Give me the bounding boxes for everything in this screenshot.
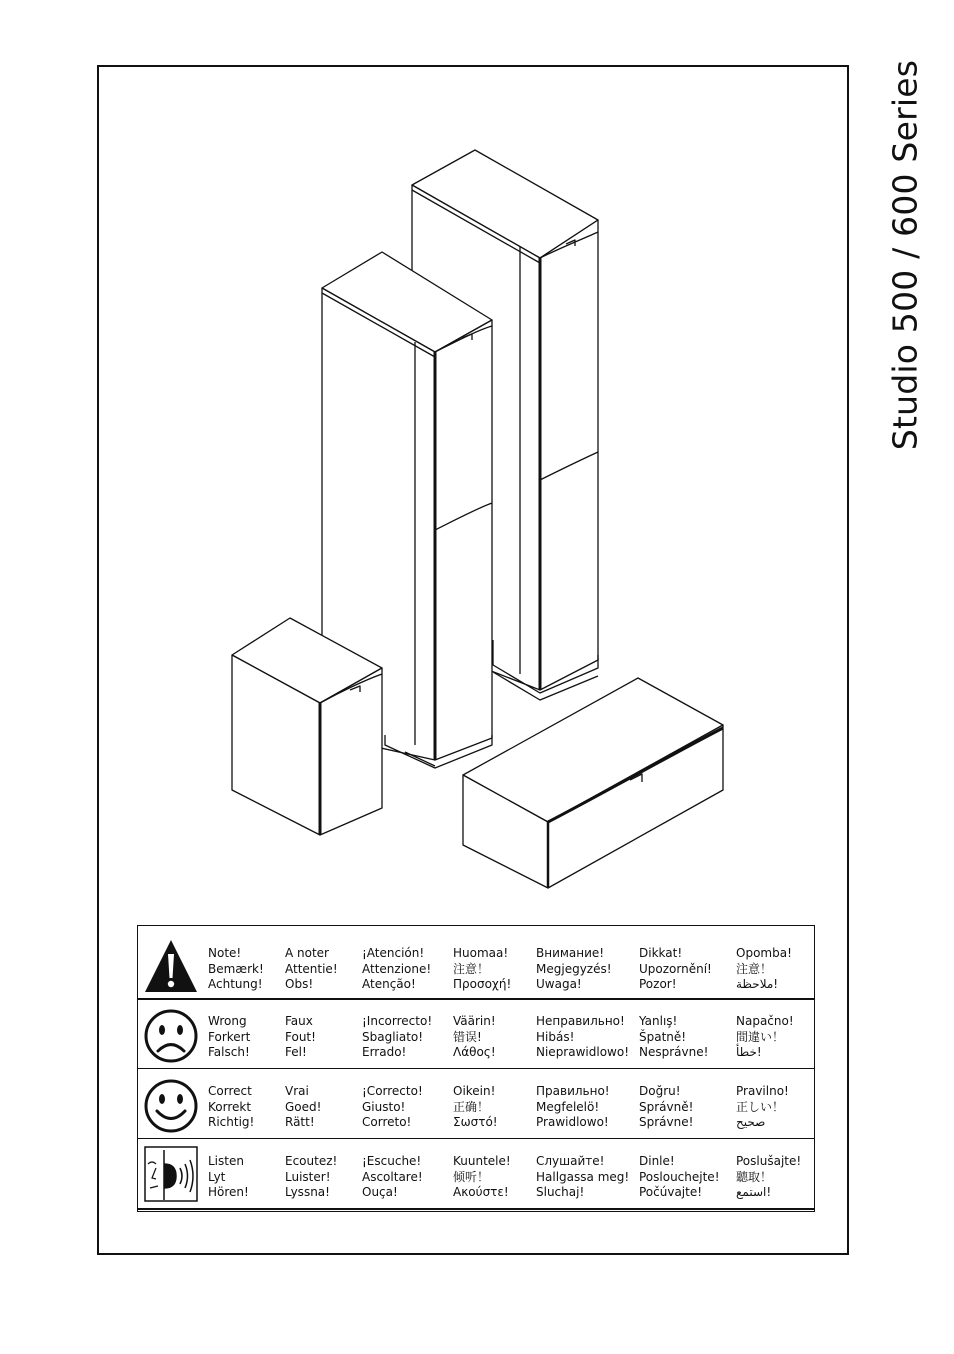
text-item: Wrong [208, 1014, 247, 1028]
text-item: Goed! [285, 1099, 322, 1114]
text-item: Forkert [208, 1029, 251, 1044]
text-item: Sbagliato! [362, 1029, 424, 1044]
text-item: Počúvajte! [639, 1185, 703, 1199]
text-item: ¡Correcto! [362, 1084, 423, 1098]
text-item: 正确！ [453, 1099, 490, 1114]
text-item: Yanlış! [639, 1014, 678, 1028]
text-item: Obs! [285, 977, 314, 991]
text-item: Слушайте! [536, 1154, 605, 1168]
speakers-illustration [225, 145, 735, 895]
text-item: Korrekt [208, 1099, 252, 1114]
lang-col-5 [536, 946, 612, 993]
text-item: Correto! [362, 1115, 412, 1129]
legend-row-correct [138, 1070, 814, 1139]
text-item: Note! [208, 946, 242, 960]
lang-col-3 [362, 946, 431, 993]
text-item: Hören! [208, 1185, 249, 1199]
text-item: Luister! [285, 1169, 331, 1184]
lang-col-5 [536, 1154, 629, 1201]
lang-col-7 [736, 946, 792, 993]
text-item: 注意！ [453, 961, 490, 976]
text-item: Opomba! [736, 946, 792, 960]
text-item: Nieprawidlowo! [536, 1045, 630, 1059]
text-item: Richtig! [208, 1115, 255, 1129]
text-item: Správně! [639, 1099, 694, 1114]
text-item: Megjegyzés! [536, 961, 612, 976]
text-item: Correct [208, 1084, 252, 1098]
lang-col-3 [362, 1084, 423, 1131]
text-item: Προσοχή! [453, 977, 512, 991]
text-item: Σωστό! [453, 1115, 498, 1129]
text-item: Nesprávne! [639, 1045, 709, 1059]
happy-face-icon [142, 1074, 200, 1134]
text-item: Lyssna! [285, 1185, 330, 1199]
text-item: 聽取！ [736, 1169, 773, 1184]
lang-col-4 [453, 1084, 498, 1131]
text-item: Správne! [639, 1115, 694, 1129]
text-item: Väärin! [453, 1014, 496, 1028]
text-item: Huomaa! [453, 946, 509, 960]
lang-col-4 [453, 1014, 496, 1061]
lang-col-7 [736, 1014, 794, 1061]
lang-col-1 [208, 1154, 249, 1201]
lang-col-7 [736, 1154, 801, 1201]
legend-row-note [138, 930, 814, 998]
text-item: 错误! [453, 1029, 482, 1044]
text-item: ملاحظة! [736, 977, 779, 991]
text-item: Dikkat! [639, 946, 683, 960]
lang-col-4 [453, 1154, 511, 1201]
legend-row-listen [138, 1140, 814, 1210]
text-item: Giusto! [362, 1099, 406, 1114]
text-item: Vrai [285, 1084, 309, 1098]
text-item: Achtung! [208, 977, 263, 991]
text-item: ¡Escuche! [362, 1154, 422, 1168]
text-item: Ouça! [362, 1185, 398, 1199]
sad-face-icon [142, 1004, 200, 1064]
text-item: Ecoutez! [285, 1154, 338, 1168]
lang-col-6 [639, 1014, 708, 1061]
text-item: Attenzione! [362, 961, 432, 976]
lang-col-5 [536, 1014, 629, 1061]
text-item: استمع! [736, 1185, 772, 1199]
text-item: خطأ! [736, 1045, 762, 1059]
lang-col-6 [639, 1084, 693, 1131]
text-item: Attentie! [285, 961, 338, 976]
lang-col-6 [639, 946, 712, 993]
text-item: Fout! [285, 1029, 316, 1044]
text-item: Fel! [285, 1045, 307, 1059]
text-item: Внимание! [536, 946, 605, 960]
text-item: Špatně! [639, 1029, 687, 1044]
text-item: Atenção! [362, 977, 416, 991]
text-item: Pravilno! [736, 1084, 789, 1098]
text-item: Kuuntele! [453, 1154, 511, 1168]
text-item: Uwaga! [536, 977, 582, 991]
text-item: صحيح [736, 1115, 766, 1129]
lang-col-3 [362, 1154, 423, 1201]
warning-legend-table [137, 925, 815, 1212]
text-item: 間違い！ [736, 1029, 785, 1044]
lang-col-1 [208, 1014, 250, 1061]
text-item: Oikein! [453, 1084, 496, 1098]
text-item: ¡Atención! [362, 946, 425, 960]
text-item: Pozor! [639, 977, 677, 991]
lang-col-2 [285, 1084, 321, 1131]
text-item: Hallgassa meg! [536, 1169, 630, 1184]
lang-col-4 [453, 946, 511, 993]
text-item: 正しい！ [736, 1099, 785, 1114]
text-item: Rätt! [285, 1115, 315, 1129]
text-item: Napačno! [736, 1014, 794, 1028]
text-item: Poslouchejte! [639, 1169, 720, 1184]
text-item: Falsch! [208, 1045, 250, 1059]
lang-col-2 [285, 1014, 316, 1061]
text-item: 注意！ [736, 961, 773, 976]
text-item: A noter [285, 946, 329, 960]
lang-col-6 [639, 1154, 720, 1201]
text-item: Ascoltare! [362, 1169, 423, 1184]
text-item: Lyt [208, 1169, 226, 1184]
text-item: ¡Incorrecto! [362, 1014, 433, 1028]
text-item: Upozornění! [639, 961, 712, 976]
lang-col-1 [208, 946, 264, 993]
text-item: Prawidlowo! [536, 1115, 609, 1129]
text-item: Ακούστε! [453, 1185, 509, 1199]
text-item: Правильно! [536, 1084, 610, 1098]
text-item: Неправильно! [536, 1014, 625, 1028]
text-item: Bemærk! [208, 961, 264, 976]
center-speaker [463, 678, 723, 888]
lang-col-1 [208, 1084, 254, 1131]
text-item: Λάθος! [453, 1045, 496, 1059]
text-item: 倾听！ [453, 1169, 490, 1184]
text-item: Sluchaj! [536, 1185, 585, 1199]
text-item: Listen [208, 1154, 244, 1168]
warning-triangle-icon [142, 934, 200, 994]
legend-row-wrong [138, 998, 814, 1069]
text-item: Megfelelö! [536, 1099, 600, 1114]
text-item: Faux [285, 1014, 313, 1028]
lang-col-2 [285, 946, 338, 993]
text-item: Poslušajte! [736, 1154, 802, 1168]
text-item: Hibás! [536, 1029, 575, 1044]
lang-col-3 [362, 1014, 432, 1061]
lang-col-7 [736, 1084, 789, 1131]
text-item: Doğru! [639, 1084, 681, 1098]
text-item: Errado! [362, 1045, 407, 1059]
text-item: Dinle! [639, 1154, 675, 1168]
lang-col-5 [536, 1084, 610, 1131]
document-title: Studio 500 / 600 Series [885, 59, 925, 451]
lang-col-2 [285, 1154, 337, 1201]
listen-ear-icon [142, 1144, 200, 1204]
